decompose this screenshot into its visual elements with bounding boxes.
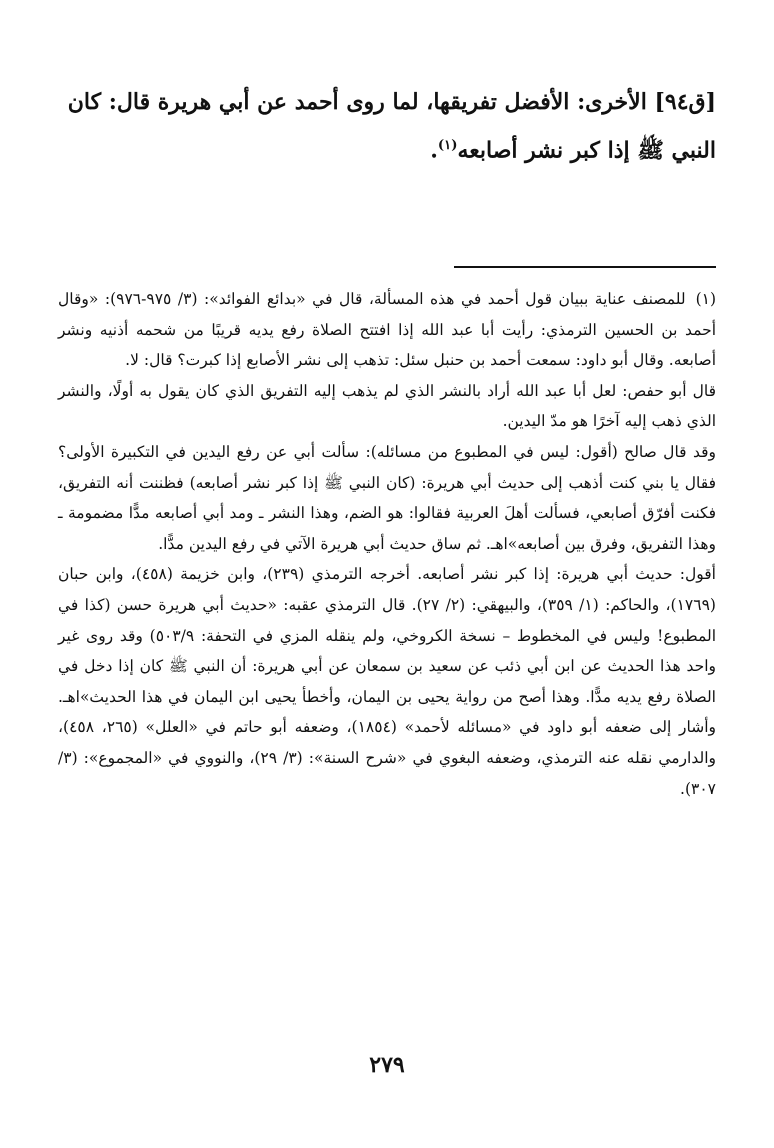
main-text-line-1 (58, 80, 716, 124)
footnote-number: (١) (695, 290, 717, 308)
footnote-text: وقد قال صالح (أقول: ليس في المطبوع من مسائله): سألت أبي عن رفع اليدين في التكبيرة الأولى؟ فقال يا بني كنت أذهب إلى حديث أبي هريرة: (كان النبي ﷺ إذا كبر نشر أصابعه) فظننت أنه التفريق، فكنت أفرّق أصابعي، فسألت أهلَ العربية فقالوا: هو الضم، وهذا النشر ـ ومد أبي أصابعه مدًّا مضمومة ـ وهذا التفريق، وفرق بين أصابعه»اهـ. ثم ساق حديث أبي هريرة الآتي في رفع اليدين مدًّا. (58, 442, 716, 553)
footnote-text: أقول: حديث أبي هريرة: إذا كبر نشر أصابعه. أخرجه الترمذي (٢٣٩)، وابن خزيمة (٤٥٨)، وابن حبان (١٧٦٩)، والحاكم: (١/ ٣٥٩)، والبيهقي: (٢/ ٢٧). قال الترمذي عقبه: «حديث أبي هريرة حسن (كذا في المطبوع! وليس في المخطوط – نسخة الكروخي، ولم ينقله المزي في التحفة: ٥٠٣/٩) وقد روى غير واحد هذا الحديث عن ابن أبي ذئب عن سعيد بن سمعان عن أبي هريرة: أن النبي ﷺ كان إذا دخل في الصلاة رفع يديه مدًّا. وهذا أصح من رواية يحيى بن اليمان، وأخطأ يحيى ابن اليمان في هذا الحديث»اهـ. وأشار إلى ضعفه أبو داود في «مسائله لأحمد» (١٨٥٤)، وضعفه أبو حاتم في «العلل» (٢٦٥، ٤٥٨)، والدارمي نقله عنه الترمذي، وضعفه البغوي في «شرح السنة»: (٣/ ٢٩)، والنووي في «المجموع»: (٣/ ٣٠٧). (58, 565, 716, 798)
footnotes (58, 284, 716, 804)
page-number: ٢٧٩ (369, 1052, 405, 1078)
footnote-reference[interactable]: (١) (437, 138, 458, 153)
footnote-paragraph (58, 284, 716, 376)
footnote-divider (454, 266, 716, 268)
main-line2-text: النبي ﷺ إذا كبر نشر أصابعه (457, 137, 716, 164)
footnote-text: قال أبو حفص: لعل أبا عبد الله أراد بالنشر الذي لم يذهب إليه التفريق الذي كان يقول به أولًا، والنشر الذي ذهب إليه آخرًا هو مدّ اليدين. (58, 381, 716, 431)
main-text (58, 80, 716, 172)
footnote-paragraph (58, 437, 716, 559)
main-text-line-2 (58, 124, 716, 172)
footnote-text: للمصنف عناية ببيان قول أحمد في هذه المسألة، قال في «بدائع الفوائد»: (٣/ ٩٧٥-٩٧٦): «وقال أحمد بن الحسين الترمذي: رأيت أبا عبد الله إذا افتتح الصلاة رفع يديه قريبًا من شحمه أذنيه ونشر أصابعه. وقال أبو داود: سمعت أحمد بن حنبل سئل: تذهب إلى نشر الأصابع إذا كبرت؟ قال: لا. (58, 290, 716, 370)
footnote-paragraph (58, 376, 716, 437)
main-end-mark: . (430, 137, 438, 164)
main-line1-text: [ق٩٤] الأخرى: الأفضل تفريقها، لما روى أحمد عن أبي هريرة قال: كان (67, 89, 716, 115)
footnote-paragraph (58, 559, 716, 804)
